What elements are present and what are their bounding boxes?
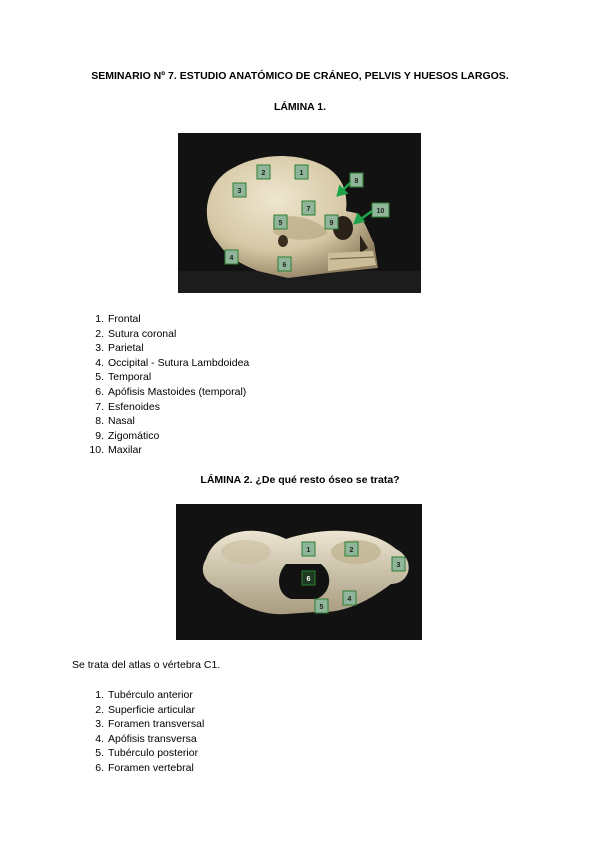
list-item: 10. Maxilar: [89, 444, 142, 457]
list-item: 6. Apófisis Mastoides (temporal): [95, 385, 247, 398]
list-item: 1. Frontal: [95, 313, 141, 325]
atlas-label-4: 4: [347, 596, 352, 603]
lamina2-list: [88, 688, 204, 776]
list-item: 9. Zigomático: [95, 429, 160, 442]
atlas-image: [176, 504, 422, 640]
skull-label-7: 7: [306, 206, 311, 213]
list-item: 7. Esfenoides: [95, 400, 160, 413]
list-item: 5. Tubérculo posterior: [95, 747, 199, 760]
list-item: 5. Temporal: [95, 371, 152, 384]
list-item: 4. Occipital - Sutura Lambdoidea: [95, 356, 250, 369]
list-item: 1. Tubérculo anterior: [95, 689, 193, 701]
skull-labels: [178, 133, 421, 293]
skull-label-9: 9: [329, 220, 334, 227]
atlas-labels: [176, 504, 422, 640]
list-item: 3. Foramen transversal: [95, 718, 205, 731]
atlas-label-1: 1: [306, 547, 311, 554]
lamina2-answer: Se trata del atlas o vértebra C1.: [72, 659, 221, 671]
skull-label-10: 10: [376, 208, 385, 215]
list-item: 3. Parietal: [95, 342, 144, 355]
list-item: 2. Sutura coronal: [95, 327, 177, 340]
list-item: 2. Superficie articular: [95, 703, 195, 716]
skull-label-6: 6: [282, 262, 287, 269]
lamina1-title: LÁMINA 1.: [273, 101, 327, 113]
lamina2-title: LÁMINA 2. ¿De qué resto óseo se trata?: [200, 474, 400, 486]
skull-label-1: 1: [299, 170, 304, 177]
atlas-label-3: 3: [396, 562, 401, 569]
list-item: 8. Nasal: [95, 415, 135, 428]
skull-image: [178, 133, 421, 293]
atlas-label-2: 2: [349, 547, 354, 554]
arrow-icon: [338, 183, 372, 223]
skull-label-2: 2: [261, 170, 266, 177]
skull-label-5: 5: [278, 220, 283, 227]
document-title: SEMINARIO Nº 7. ESTUDIO ANATÓMICO DE CRÁNEO, PELVIS Y HUESOS LARGOS.: [91, 70, 509, 82]
list-item: 4. Apófisis transversa: [95, 732, 197, 745]
lamina1-list: [88, 312, 249, 458]
atlas-label-5: 5: [319, 604, 324, 611]
atlas-label-6: 6: [306, 576, 311, 583]
skull-label-8: 8: [354, 178, 359, 185]
skull-label-4: 4: [229, 255, 234, 262]
skull-label-3: 3: [237, 188, 242, 195]
list-item: 6. Foramen vertebral: [95, 761, 194, 774]
